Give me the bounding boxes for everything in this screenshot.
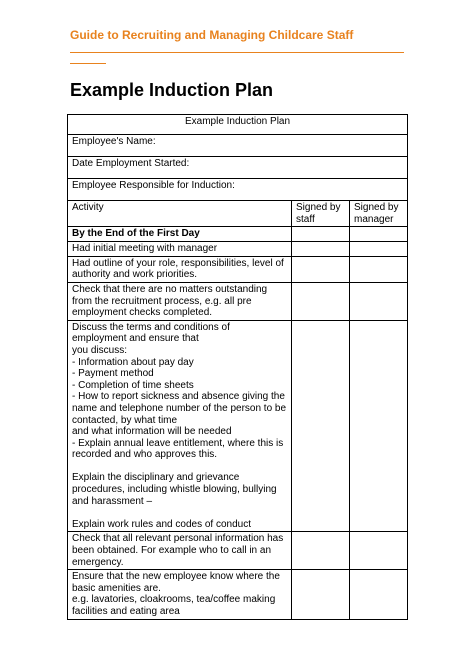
- table-caption: Example Induction Plan: [68, 115, 408, 135]
- activity-cell: Ensure that the new employee know where the basic amenities are. e.g. lavatories, cloakrooms, tea/coffee making facilities and eating area: [68, 570, 292, 619]
- activity-cell: Check that there are no matters outstanding from the recruitment process, e.g. all pre employment checks completed.: [68, 282, 292, 320]
- section-blank-staff: [292, 227, 350, 242]
- signed-manager-cell: [350, 532, 408, 570]
- signed-staff-cell: [292, 256, 350, 282]
- running-header: Guide to Recruiting and Managing Childcare Staff: [70, 28, 354, 42]
- signed-staff-cell: [292, 320, 350, 532]
- table-row: [68, 256, 408, 282]
- table-row: [68, 570, 408, 619]
- table-row: [68, 242, 408, 257]
- section-blank-manager: [350, 227, 408, 242]
- signed-manager-cell: [350, 256, 408, 282]
- signed-manager-cell: [350, 242, 408, 257]
- table-row: [68, 320, 408, 532]
- date-started-field: Date Employment Started:: [68, 157, 408, 179]
- table-row: [68, 532, 408, 570]
- signed-manager-cell: [350, 282, 408, 320]
- activity-cell: Discuss the terms and conditions of employment and ensure that you discuss: - Information about pay day - Payment method - Completion of time sheets - How to report sickness and absence giving the name and telephone number of the person to be contacted, by what time and what information will be needed - Explain annual leave entitlement, where this is recorded and who approves this. Explain the disciplinary and grievance procedures, including whistle blowing, bullying and harassment – Explain work rules and codes of conduct: [68, 320, 292, 532]
- activity-cell: Check that all relevant personal information has been obtained. For example who to call in an emergency.: [68, 532, 292, 570]
- activity-cell: Had initial meeting with manager: [68, 242, 292, 257]
- page-title: Example Induction Plan: [70, 80, 274, 100]
- signed-staff-cell: [292, 570, 350, 619]
- table-row: [68, 282, 408, 320]
- header-rule-short: [70, 63, 106, 64]
- section-heading: By the End of the First Day: [68, 227, 292, 242]
- column-header-activity: Activity: [68, 201, 292, 227]
- header-rule: [70, 52, 404, 53]
- signed-staff-cell: [292, 532, 350, 570]
- signed-staff-cell: [292, 242, 350, 257]
- induction-plan-table: [67, 114, 408, 620]
- column-header-signed-staff: Signed by staff: [292, 201, 350, 227]
- signed-manager-cell: [350, 570, 408, 619]
- responsible-field: Employee Responsible for Induction:: [68, 179, 408, 201]
- signed-manager-cell: [350, 320, 408, 532]
- column-header-signed-manager: Signed by manager: [350, 201, 408, 227]
- signed-staff-cell: [292, 282, 350, 320]
- employee-name-field: Employee's Name:: [68, 135, 408, 157]
- activity-cell: Had outline of your role, responsibilities, level of authority and work priorities.: [68, 256, 292, 282]
